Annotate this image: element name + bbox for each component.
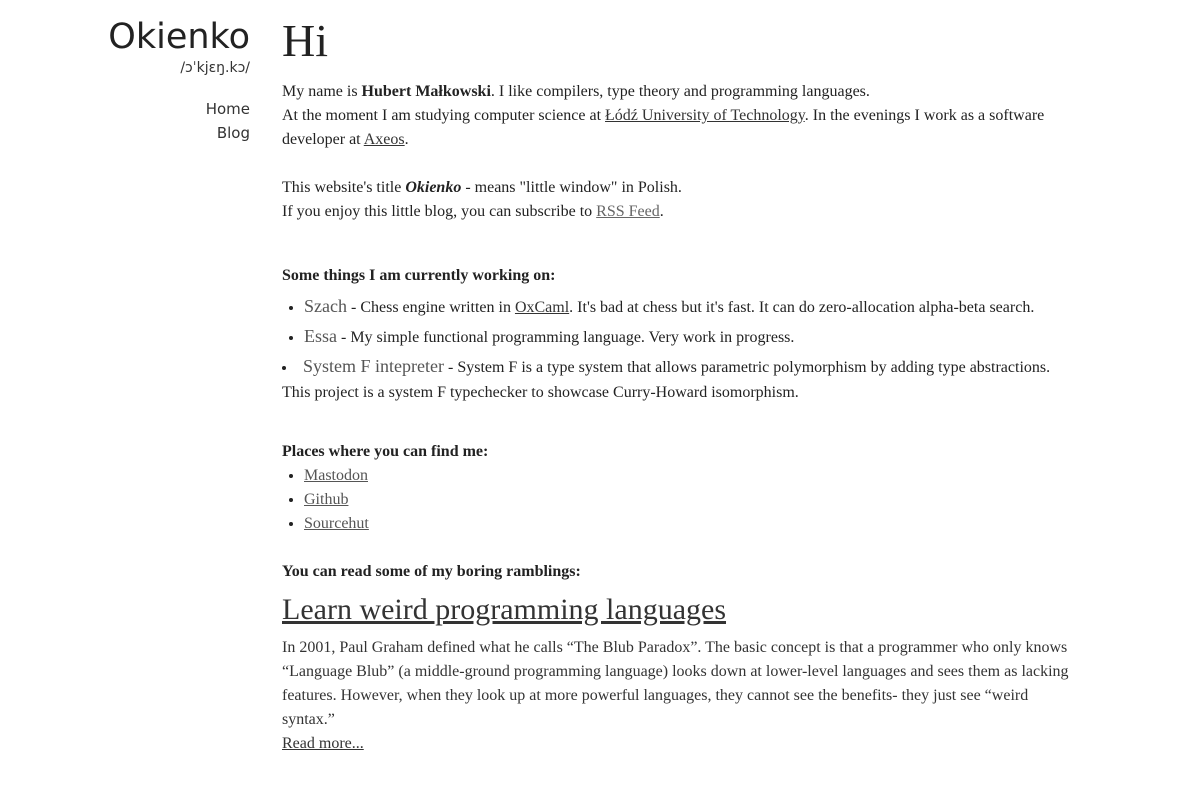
project-description: - System F is a type system that allows parametric polymorphism by adding type abstractions. This project is a system F typechecker to showcase Curry-Howard isomorphism. — [282, 359, 1051, 401]
places-heading: Places where you can find me: — [282, 443, 489, 460]
read-more-link[interactable]: Read more... — [282, 735, 364, 752]
post-title-link[interactable]: Learn weird programming languages — [282, 593, 727, 626]
rss-feed-link[interactable]: RSS Feed — [596, 203, 660, 220]
intro-paragraph — [282, 80, 1072, 152]
list-item — [304, 488, 369, 512]
intro-text: . In the evenings I work as a software developer at — [282, 107, 1045, 148]
project-description: - My simple functional programming language. Very work in progress. — [337, 329, 795, 346]
project-description: - Chess engine written in — [346, 299, 515, 316]
page-title: Hi — [282, 15, 328, 66]
company-link[interactable]: Axeos — [363, 131, 405, 148]
intro-text: My name is — [282, 83, 362, 100]
title-paragraph — [282, 176, 1072, 224]
list-item — [304, 292, 1072, 322]
list-item — [282, 352, 1072, 405]
site-name-word: Okienko — [405, 179, 462, 196]
project-szach-link[interactable]: Szach — [304, 296, 347, 316]
site-nav — [0, 97, 250, 145]
nav-home-link[interactable]: Home — [205, 100, 250, 118]
project-essa-link[interactable]: Essa — [304, 326, 337, 346]
intro-text: . I like compilers, type theory and programming languages. — [490, 83, 870, 100]
nav-blog-link[interactable]: Blog — [216, 124, 250, 142]
working-on-heading: Some things I am currently working on: — [282, 267, 556, 284]
site-title[interactable]: Okienko — [108, 17, 250, 57]
intro-text: At the moment I am studying computer science at — [282, 107, 606, 124]
sourcehut-link[interactable]: Sourcehut — [304, 515, 369, 532]
projects-list — [282, 292, 1072, 405]
title-text: This website's title — [282, 179, 406, 196]
post-excerpt: In 2001, Paul Graham defined what he calls “The Blub Paradox”. The basic concept is that a programmer who only knows “Language Blub” (a middle-ground programming language) looks down at lower-level languages and sees them as lacking features. However, when they look up at more powerful languages, they cannot see the benefits- they just see “weird syntax.” — [282, 639, 1069, 728]
site-pronunciation: /ɔˈkjɛŋ.kɔ/ — [180, 60, 250, 76]
github-link[interactable]: Github — [304, 491, 349, 508]
places-list — [282, 464, 369, 536]
title-text: . — [659, 203, 664, 220]
intro-text: . — [404, 131, 409, 148]
mastodon-link[interactable]: Mastodon — [304, 467, 368, 484]
title-text: If you enjoy this little blog, you can subscribe to — [282, 203, 597, 220]
list-item — [304, 322, 1072, 352]
list-item — [304, 512, 369, 536]
university-link[interactable]: Łódź University of Technology — [605, 107, 805, 124]
project-systemf-link[interactable]: System F intepreter — [303, 356, 444, 376]
ramblings-heading: You can read some of my boring ramblings: — [282, 563, 581, 580]
title-text: - means "little window" in Polish. — [461, 179, 682, 196]
list-item — [304, 464, 369, 488]
oxcaml-link[interactable]: OxCaml — [514, 299, 570, 316]
project-description: . It's bad at chess but it's fast. It can do zero-allocation alpha-beta search. — [569, 299, 1035, 316]
author-name: Hubert Małkowski — [361, 83, 491, 100]
